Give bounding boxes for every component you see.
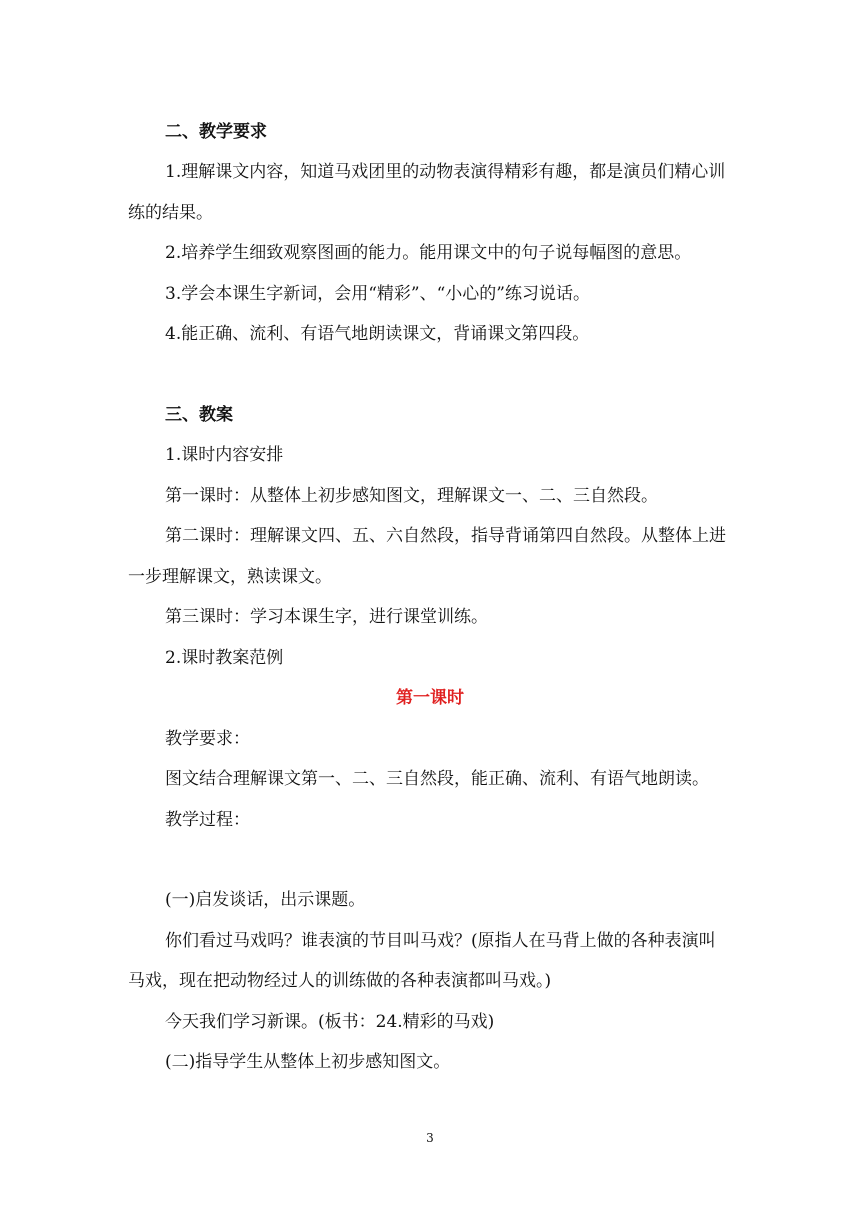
requirement-item-4: 4.能正确、流利、有语气地朗读课文，背诵课文第四段。 (165, 324, 590, 344)
process-step-1-board: 今天我们学习新课。(板书：24.精彩的马戏) (165, 1012, 495, 1032)
plan-lesson-2-cont: 一步理解课文，熟读课文。 (128, 567, 332, 587)
process-step-1-text: 你们看过马戏吗？谁表演的节目叫马戏？(原指人在马背上做的各种表演叫 (165, 931, 716, 951)
teaching-process-label: 教学过程： (165, 810, 250, 830)
section-heading-requirements: 二、教学要求 (165, 122, 267, 142)
teaching-requirement-text: 图文结合理解课文第一、二、三自然段，能正确、流利、有语气地朗读。 (165, 769, 709, 789)
requirement-item-2: 2.培养学生细致观察图画的能力。能用课文中的句子说每幅图的意思。 (165, 243, 692, 263)
plan-lesson-3: 第三课时：学习本课生字，进行课堂训练。 (165, 607, 488, 627)
page-number: 3 (426, 1131, 434, 1145)
teaching-requirement-label: 教学要求： (165, 729, 250, 749)
plan-lesson-2: 第二课时：理解课文四、五、六自然段，指导背诵第四自然段。从整体上进 (165, 526, 726, 546)
requirement-item-1-cont: 练的结果。 (128, 203, 213, 223)
requirement-item-3: 3.学会本课生字新词，会用“精彩”、“小心的”练习说话。 (165, 284, 590, 304)
plan-lesson-1: 第一课时：从整体上初步感知图文，理解课文一、二、三自然段。 (165, 486, 658, 506)
plan-subheading-2: 2.课时教案范例 (165, 648, 284, 668)
process-step-1: (一)启发谈话，出示课题。 (165, 890, 366, 910)
process-step-1-text-cont: 马戏，现在把动物经过人的训练做的各种表演都叫马戏。) (128, 971, 552, 991)
section-heading-plan: 三、教案 (165, 405, 233, 425)
process-step-2: (二)指导学生从整体上初步感知图文。 (165, 1052, 451, 1072)
plan-subheading-1: 1.课时内容安排 (165, 445, 284, 465)
requirement-item-1: 1.理解课文内容，知道马戏团里的动物表演得精彩有趣，都是演员们精心训 (165, 162, 726, 182)
first-lesson-title: 第一课时 (396, 688, 464, 708)
